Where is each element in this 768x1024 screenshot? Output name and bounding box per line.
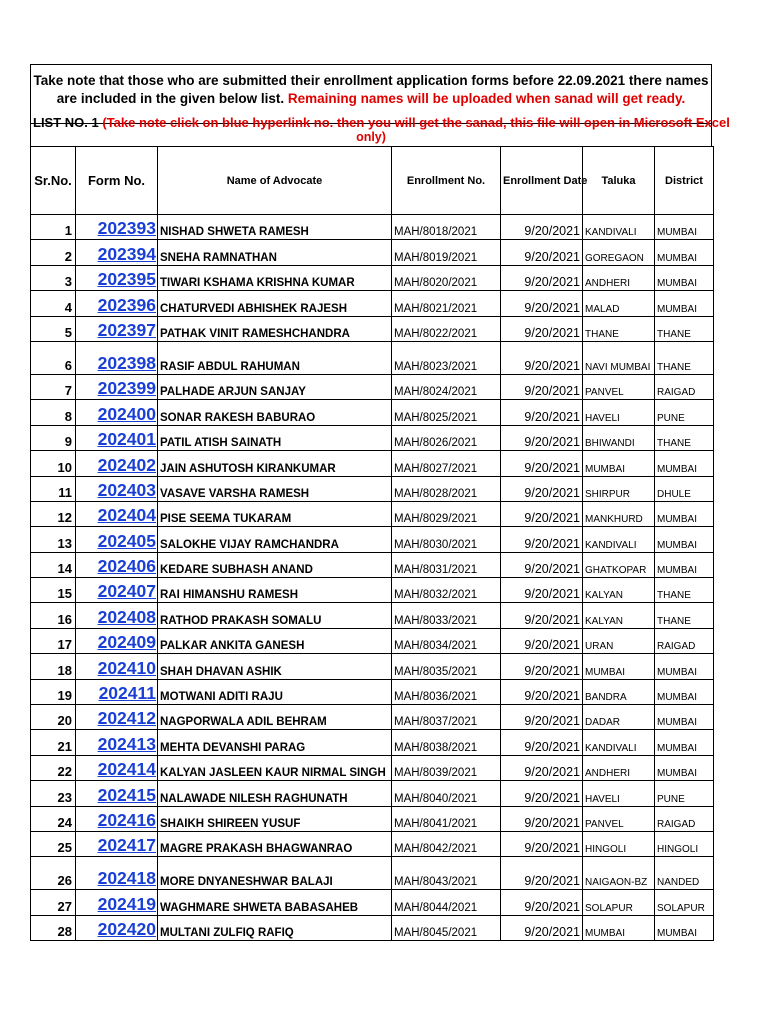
row-form-no-cell [76,501,158,526]
row-advocate-name: MOTWANI ADITI RAJU [158,679,392,704]
row-form-no-cell [76,527,158,552]
table-row [31,755,714,780]
row-form-no-link[interactable]: 202405 [97,530,156,551]
row-district: MUMBAI [655,755,714,780]
row-srno: 3 [31,265,76,290]
row-enrollment-no: MAH/8026/2021 [392,425,501,450]
row-form-no-link[interactable]: 202401 [97,429,156,450]
row-srno: 23 [31,781,76,806]
row-form-no-cell [76,316,158,341]
row-taluka: NAIGAON-BZ [583,857,655,890]
row-srno: 15 [31,578,76,603]
row-district: PUNE [655,781,714,806]
table-row [31,654,714,679]
row-form-no-cell [76,265,158,290]
row-advocate-name: KALYAN JASLEEN KAUR NIRMAL SINGH [158,755,392,780]
row-advocate-name: JAIN ASHUTOSH KIRANKUMAR [158,451,392,476]
row-taluka: PANVEL [583,374,655,399]
row-form-no-link[interactable]: 202400 [97,403,156,424]
row-enrollment-no: MAH/8033/2021 [392,603,501,628]
row-taluka: GOREGAON [583,240,655,265]
row-enrollment-no: MAH/8043/2021 [392,857,501,890]
row-srno: 18 [31,654,76,679]
row-form-no-link[interactable]: 202418 [97,868,156,889]
row-form-no-link[interactable]: 202407 [97,581,156,602]
row-enrollment-no: MAH/8038/2021 [392,730,501,755]
row-form-no-link[interactable]: 202416 [97,809,156,830]
row-form-no-cell [76,654,158,679]
row-srno: 12 [31,501,76,526]
row-form-no-link[interactable]: 202414 [97,759,156,780]
row-srno: 6 [31,341,76,374]
list-number: LIST NO. 1 [33,115,99,130]
row-form-no-cell [76,806,158,831]
row-taluka: KALYAN [583,603,655,628]
table-row [31,730,714,755]
row-form-no-cell [76,240,158,265]
header-name: Name of Advocate [158,147,392,215]
row-district: THANE [655,341,714,374]
table-row [31,527,714,552]
row-srno: 7 [31,374,76,399]
row-taluka: KANDIVALI [583,730,655,755]
row-enrollment-no: MAH/8037/2021 [392,705,501,730]
row-form-no-link[interactable]: 202393 [97,218,156,239]
row-district: PUNE [655,400,714,425]
table-row [31,400,714,425]
row-srno: 26 [31,857,76,890]
row-srno: 22 [31,755,76,780]
row-advocate-name: MULTANI ZULFIQ RAFIQ [158,915,392,940]
row-enrollment-date: 9/20/2021 [501,476,583,501]
row-enrollment-date: 9/20/2021 [501,316,583,341]
row-taluka: HAVELI [583,400,655,425]
row-district: MUMBAI [655,451,714,476]
row-taluka: ANDHERI [583,265,655,290]
row-form-no-link[interactable]: 202412 [97,708,156,729]
row-enrollment-date: 9/20/2021 [501,552,583,577]
row-district: SOLAPUR [655,890,714,915]
row-district: MUMBAI [655,705,714,730]
row-advocate-name: PALKAR ANKITA GANESH [158,628,392,653]
header-form-no: Form No. [76,147,158,215]
table-row [31,316,714,341]
row-srno: 28 [31,915,76,940]
row-taluka: MUMBAI [583,654,655,679]
row-enrollment-no: MAH/8040/2021 [392,781,501,806]
row-enrollment-date: 9/20/2021 [501,831,583,856]
row-enrollment-date: 9/20/2021 [501,915,583,940]
row-form-no-link[interactable]: 202420 [97,919,156,940]
row-srno: 27 [31,890,76,915]
row-enrollment-no: MAH/8042/2021 [392,831,501,856]
row-advocate-name: SHAH DHAVAN ASHIK [158,654,392,679]
table-row [31,215,714,240]
table-header-row [31,147,714,215]
row-advocate-name: SHAIKH SHIREEN YUSUF [158,806,392,831]
row-district: MUMBAI [655,654,714,679]
row-form-no-cell [76,755,158,780]
row-enrollment-no: MAH/8041/2021 [392,806,501,831]
table-row [31,705,714,730]
row-form-no-cell [76,679,158,704]
list-title-strip [30,115,730,146]
notice-text: Take note that those who are submitted their enrollment application forms before 22.09.2021 there names are included in the given below list. [33,73,709,106]
row-advocate-name: WAGHMARE SHWETA BABASAHEB [158,890,392,915]
row-form-no-cell [76,451,158,476]
row-taluka: MANKHURD [583,501,655,526]
row-srno: 2 [31,240,76,265]
row-enrollment-date: 9/20/2021 [501,857,583,890]
row-form-no-link[interactable]: 202397 [97,319,156,340]
row-enrollment-no: MAH/8030/2021 [392,527,501,552]
row-srno: 20 [31,705,76,730]
table-row [31,603,714,628]
row-enrollment-date: 9/20/2021 [501,578,583,603]
row-taluka: SHIRPUR [583,476,655,501]
row-enrollment-no: MAH/8024/2021 [392,374,501,399]
row-enrollment-date: 9/20/2021 [501,527,583,552]
row-district: THANE [655,425,714,450]
row-advocate-name: SNEHA RAMNATHAN [158,240,392,265]
row-enrollment-date: 9/20/2021 [501,679,583,704]
row-enrollment-date: 9/20/2021 [501,654,583,679]
row-srno: 14 [31,552,76,577]
row-enrollment-no: MAH/8028/2021 [392,476,501,501]
row-enrollment-date: 9/20/2021 [501,425,583,450]
row-form-no-cell [76,374,158,399]
row-srno: 19 [31,679,76,704]
row-district: MUMBAI [655,552,714,577]
row-enrollment-date: 9/20/2021 [501,603,583,628]
row-taluka: DADAR [583,705,655,730]
row-enrollment-date: 9/20/2021 [501,451,583,476]
row-taluka: NAVI MUMBAI [583,341,655,374]
header-district: District [655,147,714,215]
row-enrollment-no: MAH/8018/2021 [392,215,501,240]
row-district: DHULE [655,476,714,501]
row-form-no-cell [76,341,158,374]
row-taluka: MUMBAI [583,915,655,940]
row-advocate-name: PALHADE ARJUN SANJAY [158,374,392,399]
list-title-clipped [33,115,730,130]
row-advocate-name: NALAWADE NILESH RAGHUNATH [158,781,392,806]
row-form-no-link[interactable]: 202419 [97,893,156,914]
row-enrollment-date: 9/20/2021 [501,781,583,806]
row-advocate-name: PISE SEEMA TUKARAM [158,501,392,526]
row-district: MUMBAI [655,915,714,940]
row-form-no-cell [76,215,158,240]
row-srno: 21 [31,730,76,755]
row-taluka: PANVEL [583,806,655,831]
row-district: RAIGAD [655,374,714,399]
row-advocate-name: VASAVE VARSHA RAMESH [158,476,392,501]
row-enrollment-date: 9/20/2021 [501,705,583,730]
row-srno: 17 [31,628,76,653]
row-form-no-cell [76,781,158,806]
row-srno: 10 [31,451,76,476]
advocates-table [30,146,714,941]
row-form-no-link[interactable]: 202409 [97,632,156,653]
row-enrollment-no: MAH/8019/2021 [392,240,501,265]
row-taluka: SOLAPUR [583,890,655,915]
row-district: MUMBAI [655,527,714,552]
table-row [31,781,714,806]
row-taluka: KALYAN [583,578,655,603]
row-enrollment-date: 9/20/2021 [501,341,583,374]
row-form-no-link[interactable]: 202415 [97,784,156,805]
row-enrollment-no: MAH/8039/2021 [392,755,501,780]
row-enrollment-date: 9/20/2021 [501,240,583,265]
row-advocate-name: RASIF ABDUL RAHUMAN [158,341,392,374]
header-enrollment-no: Enrollment No. [392,147,501,215]
row-advocate-name: NISHAD SHWETA RAMESH [158,215,392,240]
row-enrollment-no: MAH/8021/2021 [392,291,501,316]
row-form-no-link[interactable]: 202399 [97,378,156,399]
row-enrollment-no: MAH/8034/2021 [392,628,501,653]
table-row [31,831,714,856]
row-district: NANDED [655,857,714,890]
row-taluka: MUMBAI [583,451,655,476]
row-form-no-cell [76,552,158,577]
row-district: THANE [655,603,714,628]
row-form-no-cell [76,730,158,755]
row-srno: 5 [31,316,76,341]
row-enrollment-no: MAH/8045/2021 [392,915,501,940]
row-enrollment-date: 9/20/2021 [501,806,583,831]
row-form-no-cell [76,628,158,653]
table-row [31,857,714,890]
row-form-no-cell [76,705,158,730]
row-enrollment-date: 9/20/2021 [501,890,583,915]
list-instruction-tail: only) [356,130,386,144]
row-advocate-name: NAGPORWALA ADIL BEHRAM [158,705,392,730]
row-district: MUMBAI [655,730,714,755]
row-taluka: KANDIVALI [583,527,655,552]
row-enrollment-date: 9/20/2021 [501,755,583,780]
table-row [31,240,714,265]
table-row [31,890,714,915]
row-form-no-link[interactable]: 202398 [97,352,156,373]
table-row [31,425,714,450]
row-form-no-link[interactable]: 202406 [97,556,156,577]
row-enrollment-no: MAH/8023/2021 [392,341,501,374]
row-form-no-link[interactable]: 202404 [97,505,156,526]
row-form-no-cell [76,831,158,856]
row-district: RAIGAD [655,806,714,831]
row-enrollment-date: 9/20/2021 [501,628,583,653]
row-form-no-link[interactable]: 202395 [97,269,156,290]
row-advocate-name: MORE DNYANESHWAR BALAJI [158,857,392,890]
row-advocate-name: KEDARE SUBHASH ANAND [158,552,392,577]
row-enrollment-date: 9/20/2021 [501,215,583,240]
row-enrollment-no: MAH/8022/2021 [392,316,501,341]
row-form-no-cell [76,890,158,915]
row-enrollment-date: 9/20/2021 [501,374,583,399]
row-taluka: HAVELI [583,781,655,806]
row-advocate-name: MEHTA DEVANSHI PARAG [158,730,392,755]
row-district: THANE [655,578,714,603]
row-taluka: BANDRA [583,679,655,704]
row-taluka: URAN [583,628,655,653]
row-form-no-link[interactable]: 202413 [97,733,156,754]
row-taluka: ANDHERI [583,755,655,780]
list-instruction: (Take note click on blue hyperlink no. then you will get the sanad, this file will open in Microsoft Excel [102,115,730,130]
row-srno: 9 [31,425,76,450]
row-form-no-cell [76,915,158,940]
table-row [31,679,714,704]
row-advocate-name: PATHAK VINIT RAMESHCHANDRA [158,316,392,341]
table-row [31,915,714,940]
table-row [31,451,714,476]
row-district: MUMBAI [655,240,714,265]
row-taluka: BHIWANDI [583,425,655,450]
row-srno: 11 [31,476,76,501]
row-form-no-cell [76,476,158,501]
table-row [31,265,714,290]
row-advocate-name: SALOKHE VIJAY RAMCHANDRA [158,527,392,552]
row-srno: 16 [31,603,76,628]
row-enrollment-no: MAH/8032/2021 [392,578,501,603]
row-taluka: KANDIVALI [583,215,655,240]
row-district: MUMBAI [655,265,714,290]
row-enrollment-no: MAH/8044/2021 [392,890,501,915]
row-advocate-name: PATIL ATISH SAINATH [158,425,392,450]
row-advocate-name: SONAR RAKESH BABURAO [158,400,392,425]
row-advocate-name: RATHOD PRAKASH SOMALU [158,603,392,628]
row-form-no-link[interactable]: 202408 [97,606,156,627]
row-enrollment-no: MAH/8031/2021 [392,552,501,577]
row-enrollment-no: MAH/8029/2021 [392,501,501,526]
table-row [31,578,714,603]
row-advocate-name: TIWARI KSHAMA KRISHNA KUMAR [158,265,392,290]
row-form-no-link[interactable]: 202403 [97,479,156,500]
row-taluka: THANE [583,316,655,341]
table-row [31,374,714,399]
row-taluka: HINGOLI [583,831,655,856]
row-enrollment-date: 9/20/2021 [501,730,583,755]
row-enrollment-date: 9/20/2021 [501,265,583,290]
row-form-no-link[interactable]: 202394 [97,243,156,264]
row-enrollment-date: 9/20/2021 [501,291,583,316]
row-form-no-link[interactable]: 202411 [98,683,156,704]
row-district: THANE [655,316,714,341]
row-enrollment-no: MAH/8025/2021 [392,400,501,425]
row-form-no-cell [76,400,158,425]
row-advocate-name: CHATURVEDI ABHISHEK RAJESH [158,291,392,316]
row-form-no-link[interactable]: 202417 [97,835,156,856]
header-srno: Sr.No. [31,147,76,215]
row-form-no-link[interactable]: 202396 [97,294,156,315]
row-taluka: MALAD [583,291,655,316]
table-row [31,552,714,577]
row-srno: 25 [31,831,76,856]
row-district: MUMBAI [655,501,714,526]
row-district: HINGOLI [655,831,714,856]
row-form-no-link[interactable]: 202402 [97,454,156,475]
notice-red-text: Remaining names will be uploaded when sanad will get ready. [287,91,686,106]
row-district: RAIGAD [655,628,714,653]
row-form-no-cell [76,603,158,628]
header-enrollment-date: Enrollment Date [501,147,583,215]
row-district: MUMBAI [655,679,714,704]
row-form-no-cell [76,425,158,450]
row-enrollment-no: MAH/8020/2021 [392,265,501,290]
row-srno: 13 [31,527,76,552]
row-taluka: GHATKOPAR [583,552,655,577]
row-enrollment-date: 9/20/2021 [501,501,583,526]
row-enrollment-no: MAH/8036/2021 [392,679,501,704]
row-form-no-cell [76,291,158,316]
row-district: MUMBAI [655,215,714,240]
row-enrollment-date: 9/20/2021 [501,400,583,425]
row-srno: 24 [31,806,76,831]
row-advocate-name: RAI HIMANSHU RAMESH [158,578,392,603]
table-row [31,341,714,374]
row-enrollment-no: MAH/8035/2021 [392,654,501,679]
row-form-no-cell [76,578,158,603]
row-srno: 1 [31,215,76,240]
table-row [31,476,714,501]
row-form-no-cell [76,857,158,890]
table-row [31,628,714,653]
row-enrollment-no: MAH/8027/2021 [392,451,501,476]
row-form-no-link[interactable]: 202410 [97,657,156,678]
row-advocate-name: MAGRE PRAKASH BHAGWANRAO [158,831,392,856]
row-srno: 4 [31,291,76,316]
table-row [31,501,714,526]
row-district: MUMBAI [655,291,714,316]
header-taluka: Taluka [583,147,655,215]
table-row [31,291,714,316]
row-srno: 8 [31,400,76,425]
table-row [31,806,714,831]
